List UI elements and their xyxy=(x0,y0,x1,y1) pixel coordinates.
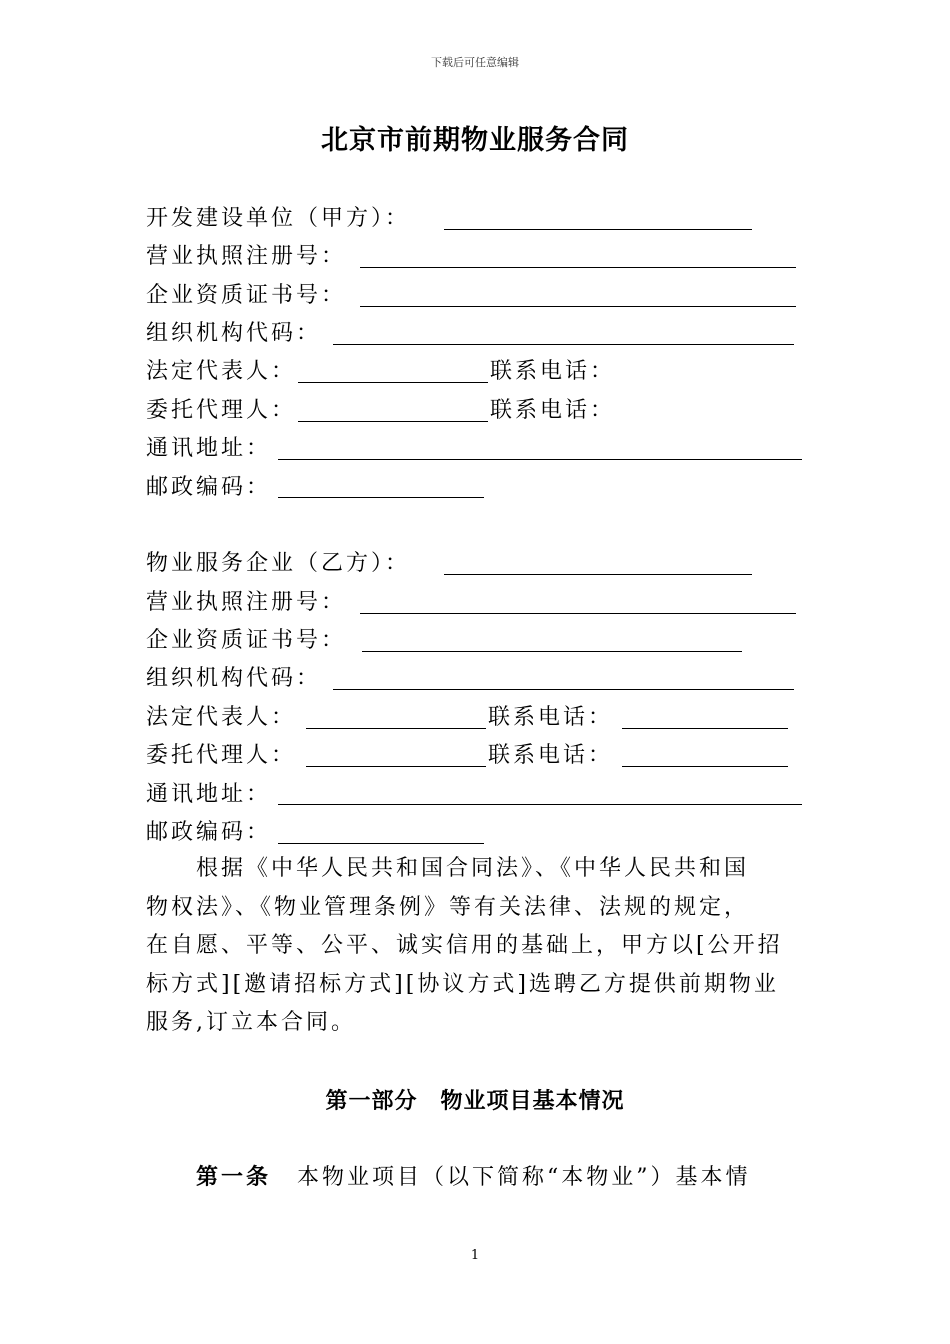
party-a-org-code-blank[interactable] xyxy=(333,344,794,345)
party-a-address-blank[interactable] xyxy=(278,459,802,460)
party-b-phone-label-2: 联系电话： xyxy=(488,743,614,768)
party-b-address-blank[interactable] xyxy=(278,804,802,805)
page-number: 1 xyxy=(470,1248,480,1263)
party-b-phone-blank-2[interactable] xyxy=(622,766,788,767)
party-a-phone-label-1: 联系电话： xyxy=(490,359,616,384)
article-1 xyxy=(196,1160,751,1191)
party-a-legal-rep-blank[interactable] xyxy=(298,382,488,383)
party-b-qualification-label: 企业资质证书号： xyxy=(146,628,347,653)
party-b-agent-label: 委托代理人： xyxy=(146,743,297,768)
document-title: 北京市前期物业服务合同 xyxy=(321,125,629,156)
party-b-org-code-blank[interactable] xyxy=(333,689,794,690)
party-b-address-label: 通讯地址： xyxy=(146,782,272,807)
party-a-org-code-label: 组织机构代码： xyxy=(146,321,322,346)
party-a-license-blank[interactable] xyxy=(360,267,796,268)
party-a-phone-label-2: 联系电话： xyxy=(490,398,616,423)
party-a-qualification-label: 企业资质证书号： xyxy=(146,283,347,308)
party-b-postcode-blank[interactable] xyxy=(278,843,484,844)
party-b-agent-blank[interactable] xyxy=(306,766,486,767)
party-a-developer-blank[interactable] xyxy=(444,229,752,230)
party-a-developer-label: 开发建设单位（甲方）： xyxy=(146,206,411,231)
preamble-line: 服务,订立本合同。 xyxy=(146,1010,356,1035)
party-a-postcode-blank[interactable] xyxy=(278,497,484,498)
article-number: 第一条 xyxy=(196,1164,272,1190)
party-b-company-blank[interactable] xyxy=(444,574,752,575)
party-b-phone-label-1: 联系电话： xyxy=(488,705,614,730)
party-a-address-label: 通讯地址： xyxy=(146,436,272,461)
party-b-license-label: 营业执照注册号： xyxy=(146,590,347,615)
party-b-phone-blank-1[interactable] xyxy=(622,728,788,729)
party-b-license-blank[interactable] xyxy=(360,613,796,614)
page-header: 下载后可任意编辑 xyxy=(431,56,519,69)
party-a-postcode-label: 邮政编码： xyxy=(146,475,272,500)
party-a-license-label: 营业执照注册号： xyxy=(146,244,347,269)
party-b-qualification-blank[interactable] xyxy=(362,651,742,652)
section-title: 第一部分 物业项目基本情况 xyxy=(325,1088,625,1114)
preamble-line: 根据《中华人民共和国合同法》、《中华人民共和国 xyxy=(146,856,750,881)
party-b-postcode-label: 邮政编码： xyxy=(146,820,272,845)
party-b-legal-rep-blank[interactable] xyxy=(306,728,486,729)
party-a-agent-blank[interactable] xyxy=(298,421,488,422)
party-b-org-code-label: 组织机构代码： xyxy=(146,666,322,691)
party-a-agent-label: 委托代理人： xyxy=(146,398,297,423)
party-b-company-label: 物业服务企业（乙方）： xyxy=(146,551,411,576)
party-a-legal-rep-label: 法定代表人： xyxy=(146,359,297,384)
party-b-legal-rep-label: 法定代表人： xyxy=(146,705,297,730)
article-text: 本物业项目（以下简称“本物业”）基本情 xyxy=(297,1165,751,1190)
party-a-qualification-blank[interactable] xyxy=(360,306,796,307)
preamble-line: 物权法》、《物业管理条例》等有关法律、法规的规定， xyxy=(146,894,750,920)
preamble-paragraph xyxy=(146,850,806,1043)
preamble-line: 标方式][邀请招标方式][协议方式]选聘乙方提供前期物业 xyxy=(146,971,779,997)
preamble-line: 在自愿、平等、公平、诚实信用的基础上，甲方以[公开招 xyxy=(146,933,783,958)
